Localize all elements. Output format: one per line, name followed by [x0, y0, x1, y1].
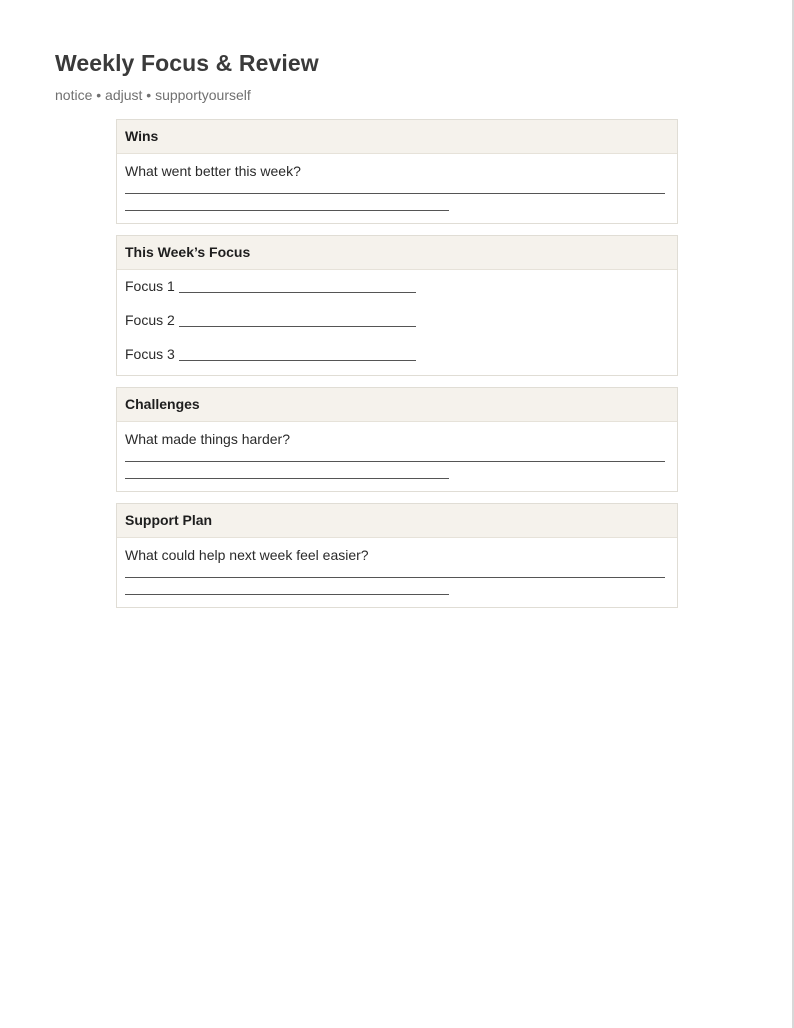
challenges-answer-line-2[interactable]	[125, 478, 449, 479]
challenges-body	[117, 422, 677, 491]
focus-label-3: Focus 3	[125, 346, 175, 362]
wins-body	[117, 154, 677, 223]
wins-prompt: What went better this week?	[125, 163, 301, 179]
support-answer-line-2[interactable]	[125, 594, 449, 595]
focus-section	[116, 235, 678, 376]
page-title: Weekly Focus & Review	[55, 50, 319, 76]
review-sections	[116, 119, 678, 619]
focus-heading: This Week’s Focus	[117, 236, 677, 270]
challenges-heading: Challenges	[117, 388, 677, 422]
focus-row-2	[125, 311, 665, 329]
focus-line-2[interactable]	[179, 326, 416, 327]
focus-body	[117, 270, 677, 375]
focus-label-1: Focus 1	[125, 278, 175, 294]
focus-row-3	[125, 345, 665, 363]
support-prompt: What could help next week feel easier?	[125, 547, 369, 563]
wins-section	[116, 119, 678, 224]
wins-answer-line-1[interactable]	[125, 193, 665, 194]
focus-row-1	[125, 277, 665, 295]
challenges-prompt: What made things harder?	[125, 431, 290, 447]
support-body	[117, 538, 677, 607]
page-subtitle: notice • adjust • supportyourself	[55, 87, 251, 103]
wins-answer-line-2[interactable]	[125, 210, 449, 211]
support-answer-line-1[interactable]	[125, 577, 665, 578]
focus-line-1[interactable]	[179, 292, 416, 293]
support-section	[116, 503, 678, 608]
focus-line-3[interactable]	[179, 360, 416, 361]
support-heading: Support Plan	[117, 504, 677, 538]
wins-heading: Wins	[117, 120, 677, 154]
focus-label-2: Focus 2	[125, 312, 175, 328]
challenges-section	[116, 387, 678, 492]
challenges-answer-line-1[interactable]	[125, 461, 665, 462]
